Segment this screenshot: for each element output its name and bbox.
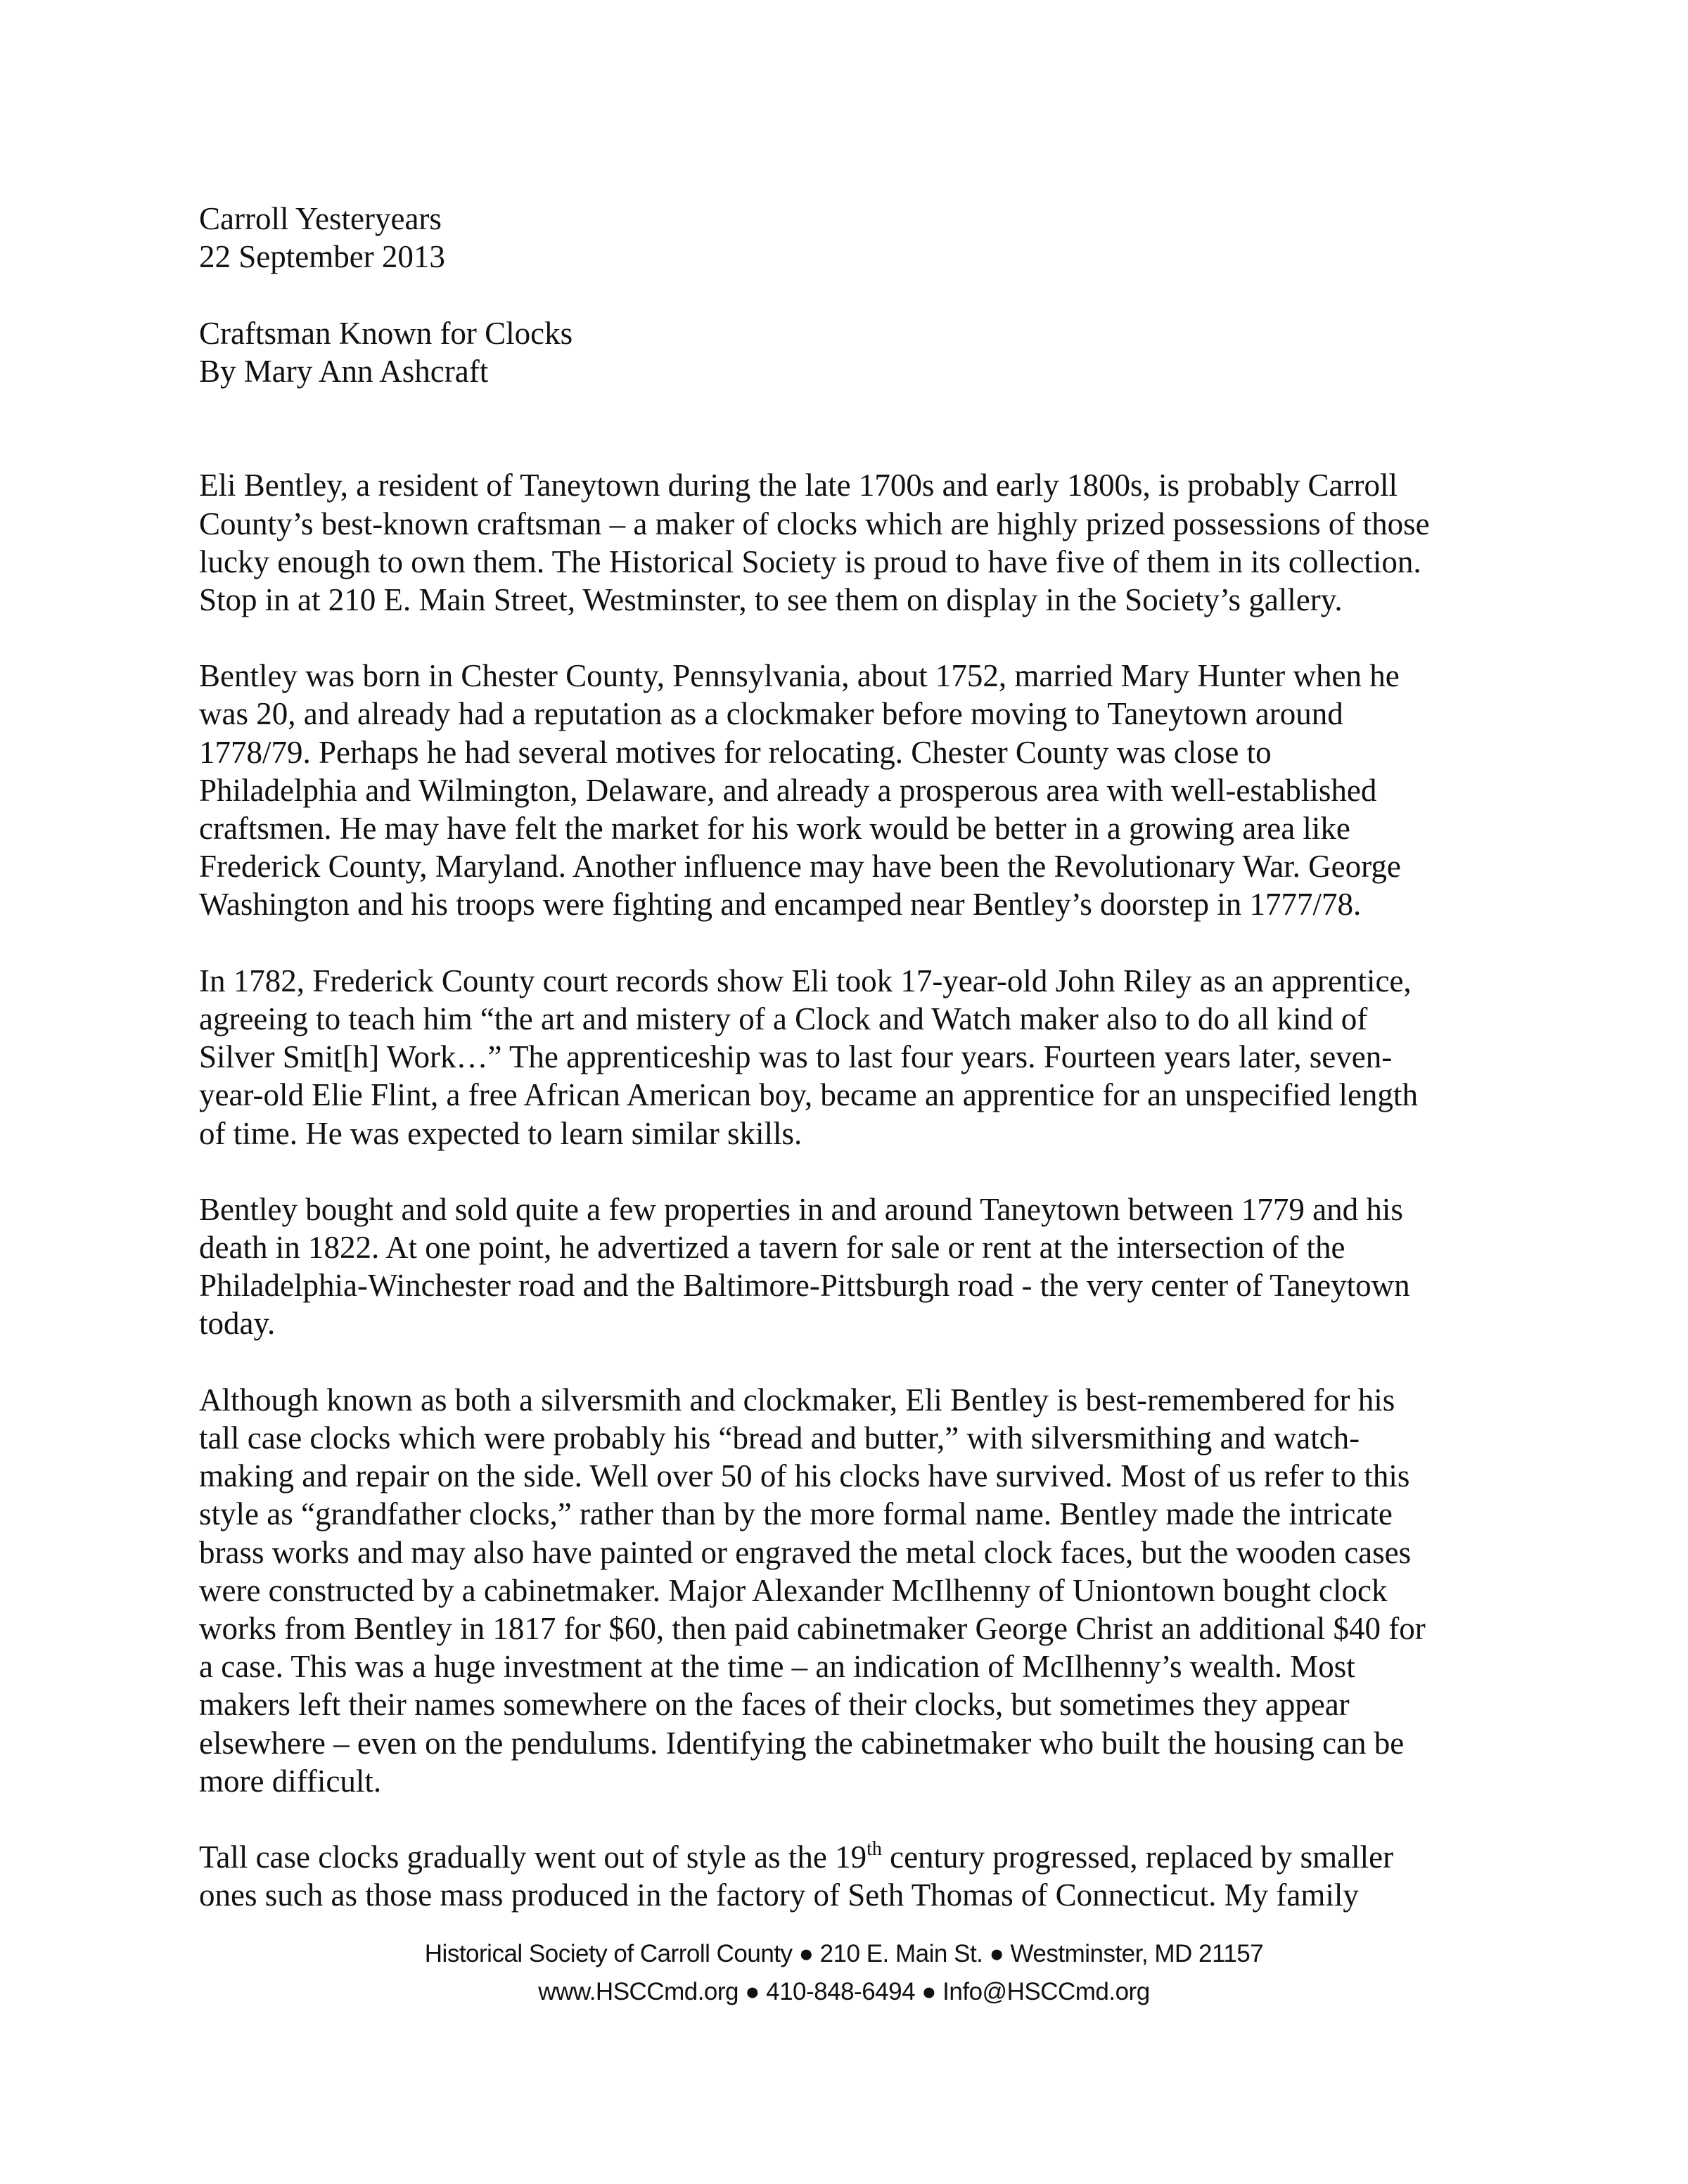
publication-date: 22 September 2013 — [199, 239, 445, 275]
text-line: Bentley bought and sold quite a few properties in and around Taneytown between 1779 and his — [199, 1191, 1403, 1227]
byline: By Mary Ann Ashcraft — [199, 353, 489, 389]
paragraph — [199, 1838, 1535, 1914]
text-line: Silver Smit[h] Work…” The apprenticeship was to last four years. Fourteen years later, seven- — [199, 1039, 1393, 1075]
paragraph — [199, 962, 1535, 1152]
text-line: today. — [199, 1306, 276, 1342]
text-line: lucky enough to own them. The Historical Society is proud to have five of them in its collection. — [199, 544, 1421, 579]
text-line: Philadelphia-Winchester road and the Baltimore-Pittsburgh road - the very center of Taneytown — [199, 1268, 1410, 1304]
text-line: elsewhere – even on the pendulums. Identifying the cabinetmaker who built the housing can be — [199, 1725, 1405, 1761]
text-line: was 20, and already had a reputation as a clockmaker before moving to Taneytown around — [199, 696, 1343, 732]
text-line: year-old Elie Flint, a free African American boy, became an apprentice for an unspecified length — [199, 1077, 1418, 1113]
text-line — [199, 1838, 1535, 1876]
text-line: style as “grandfather clocks,” rather than by the more formal name. Bentley made the intricate — [199, 1496, 1393, 1532]
text-line: Eli Bentley, a resident of Taneytown during the late 1700s and early 1800s, is probably Carroll — [199, 468, 1398, 503]
text-line: craftsmen. He may have felt the market for his work would be better in a growing area like — [199, 811, 1350, 846]
text-span: Tall case clocks gradually went out of style as the 19 — [199, 1839, 867, 1875]
article — [199, 200, 1535, 1914]
text-line: agreeing to teach him “the art and mistery of a Clock and Watch maker also to do all kind of — [199, 1001, 1368, 1036]
text-line: Although known as both a silversmith and clockmaker, Eli Bentley is best-remembered for his — [199, 1382, 1395, 1418]
text-line: of time. He was expected to learn similar skills. — [199, 1115, 803, 1151]
text-line: ones such as those mass produced in the factory of Seth Thomas of Connecticut. My family — [199, 1877, 1359, 1913]
paragraph — [199, 1190, 1535, 1343]
footer-contact: www.HSCCmd.org ● 410-848-6494 ● Info@HSCCmd.org — [538, 1978, 1150, 2005]
text-line: In 1782, Frederick County court records show Eli took 17-year-old John Riley as an apprentice, — [199, 963, 1412, 998]
paragraph — [199, 466, 1535, 619]
text-line: Stop in at 210 E. Main Street, Westminster, to see them on display in the Society’s gallery. — [199, 582, 1343, 617]
article-title: Craftsman Known for Clocks — [199, 315, 573, 351]
paragraph — [199, 657, 1535, 923]
text-line: were constructed by a cabinetmaker. Major Alexander McIlhenny of Uniontown bought clock — [199, 1572, 1388, 1608]
text-line: makers left their names somewhere on the faces of their clocks, but sometimes they appear — [199, 1687, 1350, 1723]
text-line: Frederick County, Maryland. Another influence may have been the Revolutionary War. George — [199, 849, 1401, 885]
publication-name: Carroll Yesteryears — [199, 201, 442, 236]
paragraph — [199, 1381, 1535, 1800]
text-line: tall case clocks which were probably his “bread and butter,” with silversmithing and watch- — [199, 1420, 1360, 1456]
text-line: works from Bentley in 1817 for $60, then paid cabinetmaker George Christ an additional $40 for — [199, 1610, 1426, 1646]
text-line: Bentley was born in Chester County, Pennsylvania, about 1752, married Mary Hunter when he — [199, 658, 1400, 694]
footer — [0, 1935, 1688, 2011]
superscript: th — [867, 1838, 882, 1861]
text-line: a case. This was a huge investment at the time – an indication of McIlhenny’s wealth. Most — [199, 1649, 1355, 1685]
text-line: County’s best-known craftsman – a maker of clocks which are highly prized possessions of those — [199, 506, 1430, 541]
footer-address: Historical Society of Carroll County ● 210 E. Main St. ● Westminster, MD 21157 — [424, 1940, 1264, 1967]
text-span: century progressed, replaced by smaller — [881, 1839, 1394, 1875]
text-line: death in 1822. At one point, he advertized a tavern for sale or rent at the intersection of the — [199, 1230, 1345, 1266]
text-line: Washington and his troops were fighting and encamped near Bentley’s doorstep in 1777/78. — [199, 887, 1362, 923]
text-line: Philadelphia and Wilmington, Delaware, and already a prosperous area with well-established — [199, 772, 1377, 808]
text-line: making and repair on the side. Well over 50 of his clocks have survived. Most of us refer to this — [199, 1458, 1410, 1494]
text-line: 1778/79. Perhaps he had several motives for relocating. Chester County was close to — [199, 734, 1272, 770]
text-line: brass works and may also have painted or engraved the metal clock faces, but the wooden cases — [199, 1534, 1412, 1570]
text-line: more difficult. — [199, 1763, 382, 1799]
